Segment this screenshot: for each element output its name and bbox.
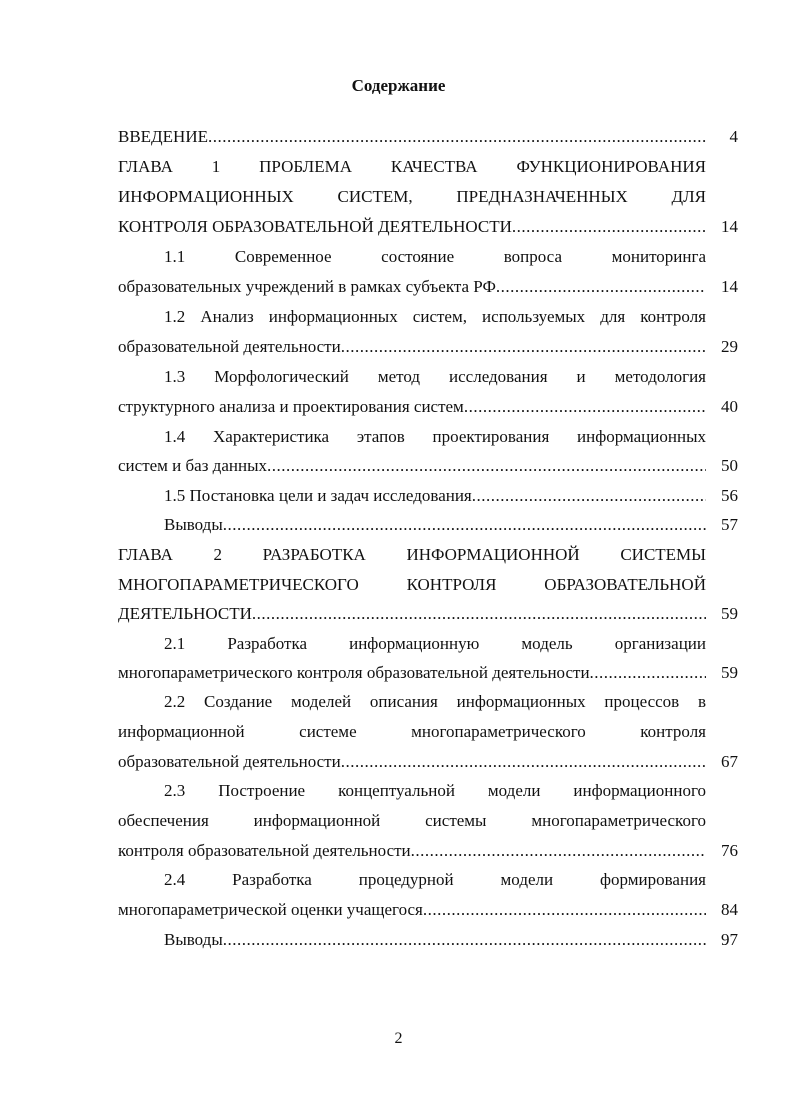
page-number: 2 xyxy=(394,1030,403,1047)
dot-leader xyxy=(267,456,706,476)
section-2-3-line: контроля образовательной деятельности ..... xyxy=(118,841,706,861)
section-2-2-line: 2.2 Создание моделей описания информационных процессов в xyxy=(164,692,706,711)
section-1-4-line: 1.4 Характеристика этапов проектирования информационных xyxy=(164,427,706,446)
toc-page-number: 56 xyxy=(721,486,738,505)
toc-page-number: 40 xyxy=(721,397,738,416)
section-2-2-line: образовательной деятельности ..... xyxy=(118,752,706,772)
section-2-4-line: 2.4 Разработка процедурной модели формирования xyxy=(164,870,706,889)
chapter-1-title-line: КОНТРОЛЯ ОБРАЗОВАТЕЛЬНОЙ ДЕЯТЕЛЬНОСТИ ..... xyxy=(118,217,706,237)
dot-leader xyxy=(464,397,706,417)
section-1-5-line: 1.5 Постановка цели и задач исследования ..... xyxy=(164,486,706,506)
section-1-1-line: образовательных учреждений в рамках субъекта РФ ..... xyxy=(118,277,706,297)
chapter-1-title-line: ИНФОРМАЦИОННЫХ СИСТЕМ, ПРЕДНАЗНАЧЕННЫХ ДЛЯ xyxy=(118,187,706,206)
toc-page-number: 76 xyxy=(721,841,738,860)
dot-leader xyxy=(223,515,706,535)
section-2-4-line: многопараметрической оценки учащегося ..... xyxy=(118,900,706,920)
dot-leader xyxy=(472,486,706,506)
section-1-4-line: систем и баз данных ..... xyxy=(118,456,706,476)
toc-page-number: 4 xyxy=(729,127,738,146)
chapter-1-title-line: ГЛАВА 1 ПРОБЛЕМА КАЧЕСТВА ФУНКЦИОНИРОВАНИЯ xyxy=(118,157,706,176)
toc-entry-intro: ВВЕДЕНИЕ ..... xyxy=(118,127,706,147)
dot-leader xyxy=(496,277,706,297)
chapter-2-title-line: МНОГОПАРАМЕТРИЧЕСКОГО КОНТРОЛЯ ОБРАЗОВАТЕЛЬНОЙ xyxy=(118,575,706,594)
dot-leader xyxy=(411,841,706,861)
section-1-2-line: 1.2 Анализ информационных систем, используемых для контроля xyxy=(164,307,706,326)
dot-leader xyxy=(341,752,706,772)
dot-leader xyxy=(512,217,706,237)
toc-page-number: 59 xyxy=(721,604,738,623)
toc-page-number: 84 xyxy=(721,900,738,919)
dot-leader xyxy=(208,127,706,147)
toc-page-number: 29 xyxy=(721,337,738,356)
toc-page-number: 97 xyxy=(721,930,738,949)
section-1-1-line: 1.1 Современное состояние вопроса мониторинга xyxy=(164,247,706,266)
section-2-3-line: обеспечения информационной системы многопараметрического xyxy=(118,811,706,830)
dot-leader xyxy=(252,604,706,624)
section-2-1-line: 2.1 Разработка информационную модель организации xyxy=(164,634,706,653)
toc-page-number: 14 xyxy=(721,217,738,236)
chapter-2-title-line: ГЛАВА 2 РАЗРАБОТКА ИНФОРМАЦИОННОЙ СИСТЕМЫ xyxy=(118,545,706,564)
toc-page-number: 14 xyxy=(721,277,738,296)
chapter-2-title-line: ДЕЯТЕЛЬНОСТИ ..... xyxy=(118,604,706,624)
section-2-3-line: 2.3 Построение концептуальной модели информационного xyxy=(164,781,706,800)
dot-leader xyxy=(223,930,706,950)
section-2-2-line: информационной системе многопараметрического контроля xyxy=(118,722,706,741)
chapter-1-conclusions: Выводы ..... xyxy=(164,515,706,535)
toc-page-number: 67 xyxy=(721,752,738,771)
chapter-2-conclusions: Выводы ..... xyxy=(164,930,706,950)
dot-leader xyxy=(590,663,706,683)
toc-page-number: 59 xyxy=(721,663,738,682)
section-2-1-line: многопараметрического контроля образовательной деятельности ..... xyxy=(118,663,706,683)
dot-leader xyxy=(423,900,706,920)
section-1-3-line: 1.3 Морфологический метод исследования и методология xyxy=(164,367,706,386)
toc-page-number: 57 xyxy=(721,515,738,534)
section-1-3-line: структурного анализа и проектирования систем ..... xyxy=(118,397,706,417)
dot-leader xyxy=(341,337,706,357)
section-1-2-line: образовательной деятельности ..... xyxy=(118,337,706,357)
page-title: Содержание xyxy=(351,76,446,95)
toc-page-number: 50 xyxy=(721,456,738,475)
